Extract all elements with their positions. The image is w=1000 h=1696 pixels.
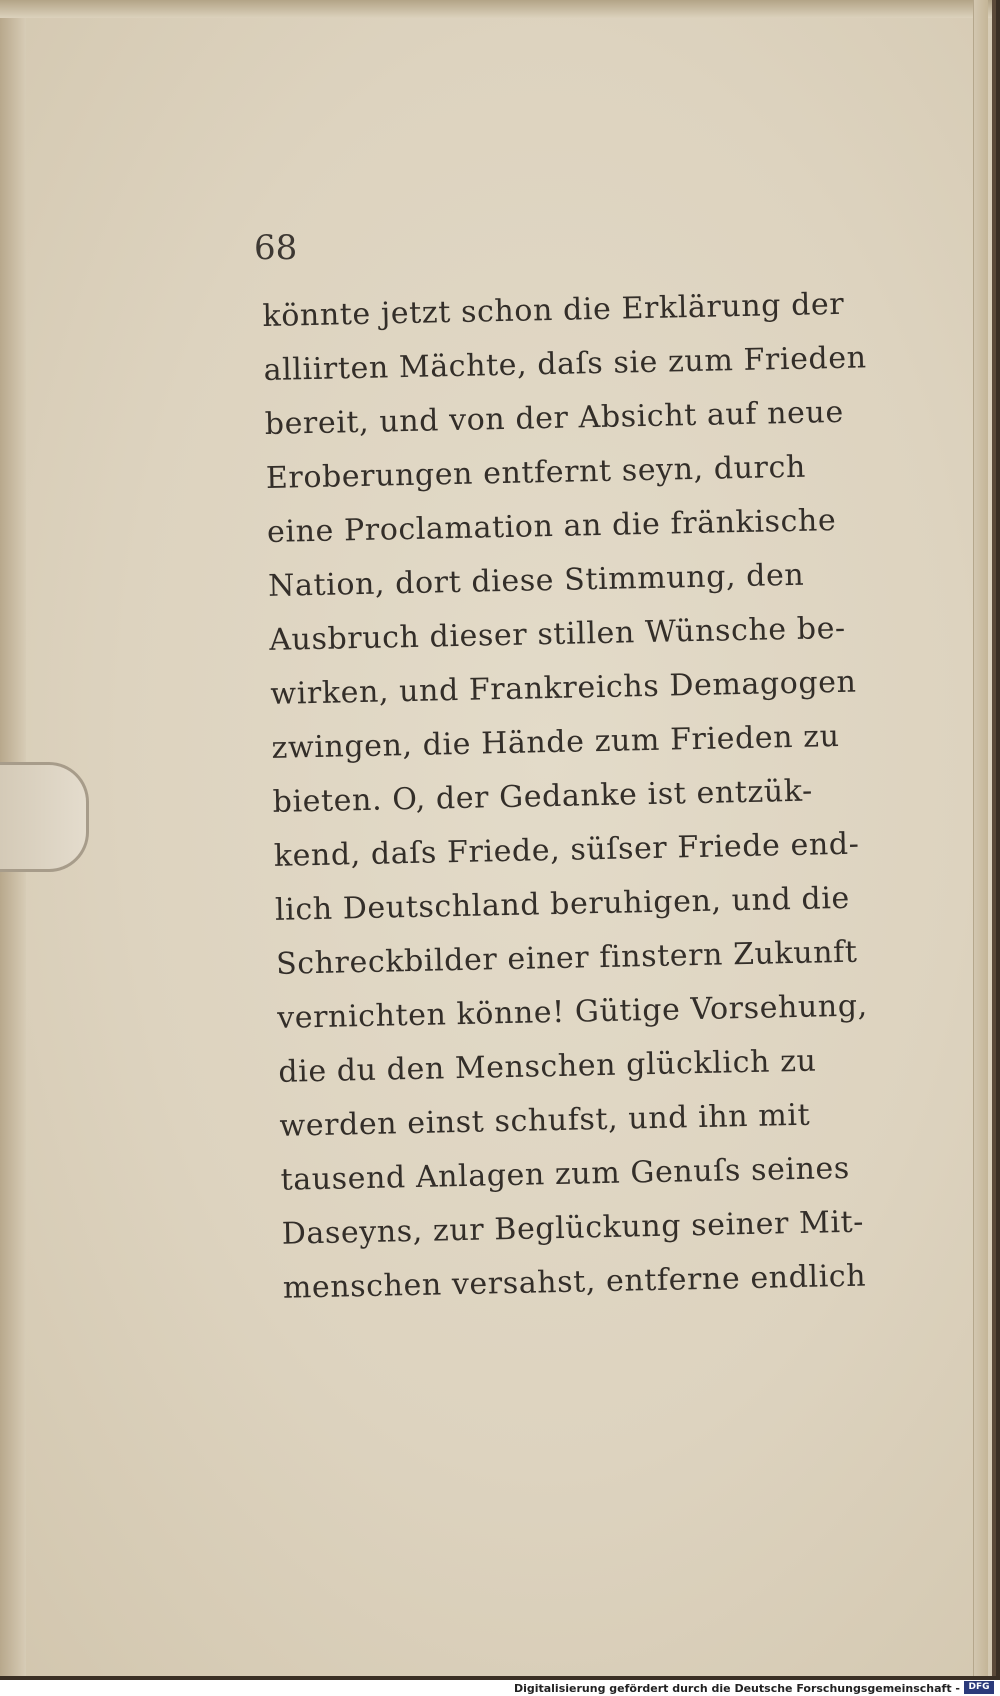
body-text (262, 277, 913, 1316)
text-line: lich Deutschland beruhigen, und die (274, 880, 851, 928)
text-line: Schreckbilder einer finstern Zukunft (275, 934, 858, 982)
text-line: bieten. O, der Gedanke ist entzük- (272, 773, 814, 820)
dfg-logo-icon: DFG (964, 1681, 994, 1694)
text-line: könnte jetzt schon die Erklärung der (262, 286, 845, 334)
page-right-fold (973, 0, 988, 1676)
text-line: vernichten könne! Gütige Vorsehung, (276, 988, 869, 1036)
bookmark-tab (0, 762, 89, 872)
text-line: Daseyns, zur Beglückung seiner Mit- (281, 1204, 865, 1252)
text-line: Eroberungen entfernt seyn, durch (265, 449, 807, 496)
text-line: Ausbruch dieser stillen Wünsche be- (268, 610, 847, 658)
funding-credit: Digitalisierung gefördert durch die Deutsche Forschungsgemeinschaft - (513, 1682, 960, 1695)
text-line: werden einst schufst, und ihn mit (279, 1097, 811, 1144)
text-line: Nation, dort diese Stimmung, den (267, 557, 805, 604)
page-number: 68 (254, 228, 298, 268)
text-line: alliirten Mächte, daſs sie zum Frieden (263, 340, 867, 388)
text-line: eine Proclamation an die fränkische (266, 503, 837, 550)
page-top-edge (0, 0, 992, 18)
text-line: die du den Menschen glücklich zu (278, 1043, 817, 1090)
text-line: bereit, und von der Absicht auf neue (264, 394, 845, 442)
text-line: kend, daſs Friede, süſser Friede end- (273, 826, 860, 874)
text-line: tausend Anlagen zum Genuſs seines (280, 1150, 851, 1198)
text-line: wirken, und Frankreichs Demagogen (270, 664, 857, 712)
text-line: zwingen, die Hände zum Frieden zu (271, 719, 840, 766)
text-line: menschen versahst, entferne endlich (282, 1258, 867, 1306)
